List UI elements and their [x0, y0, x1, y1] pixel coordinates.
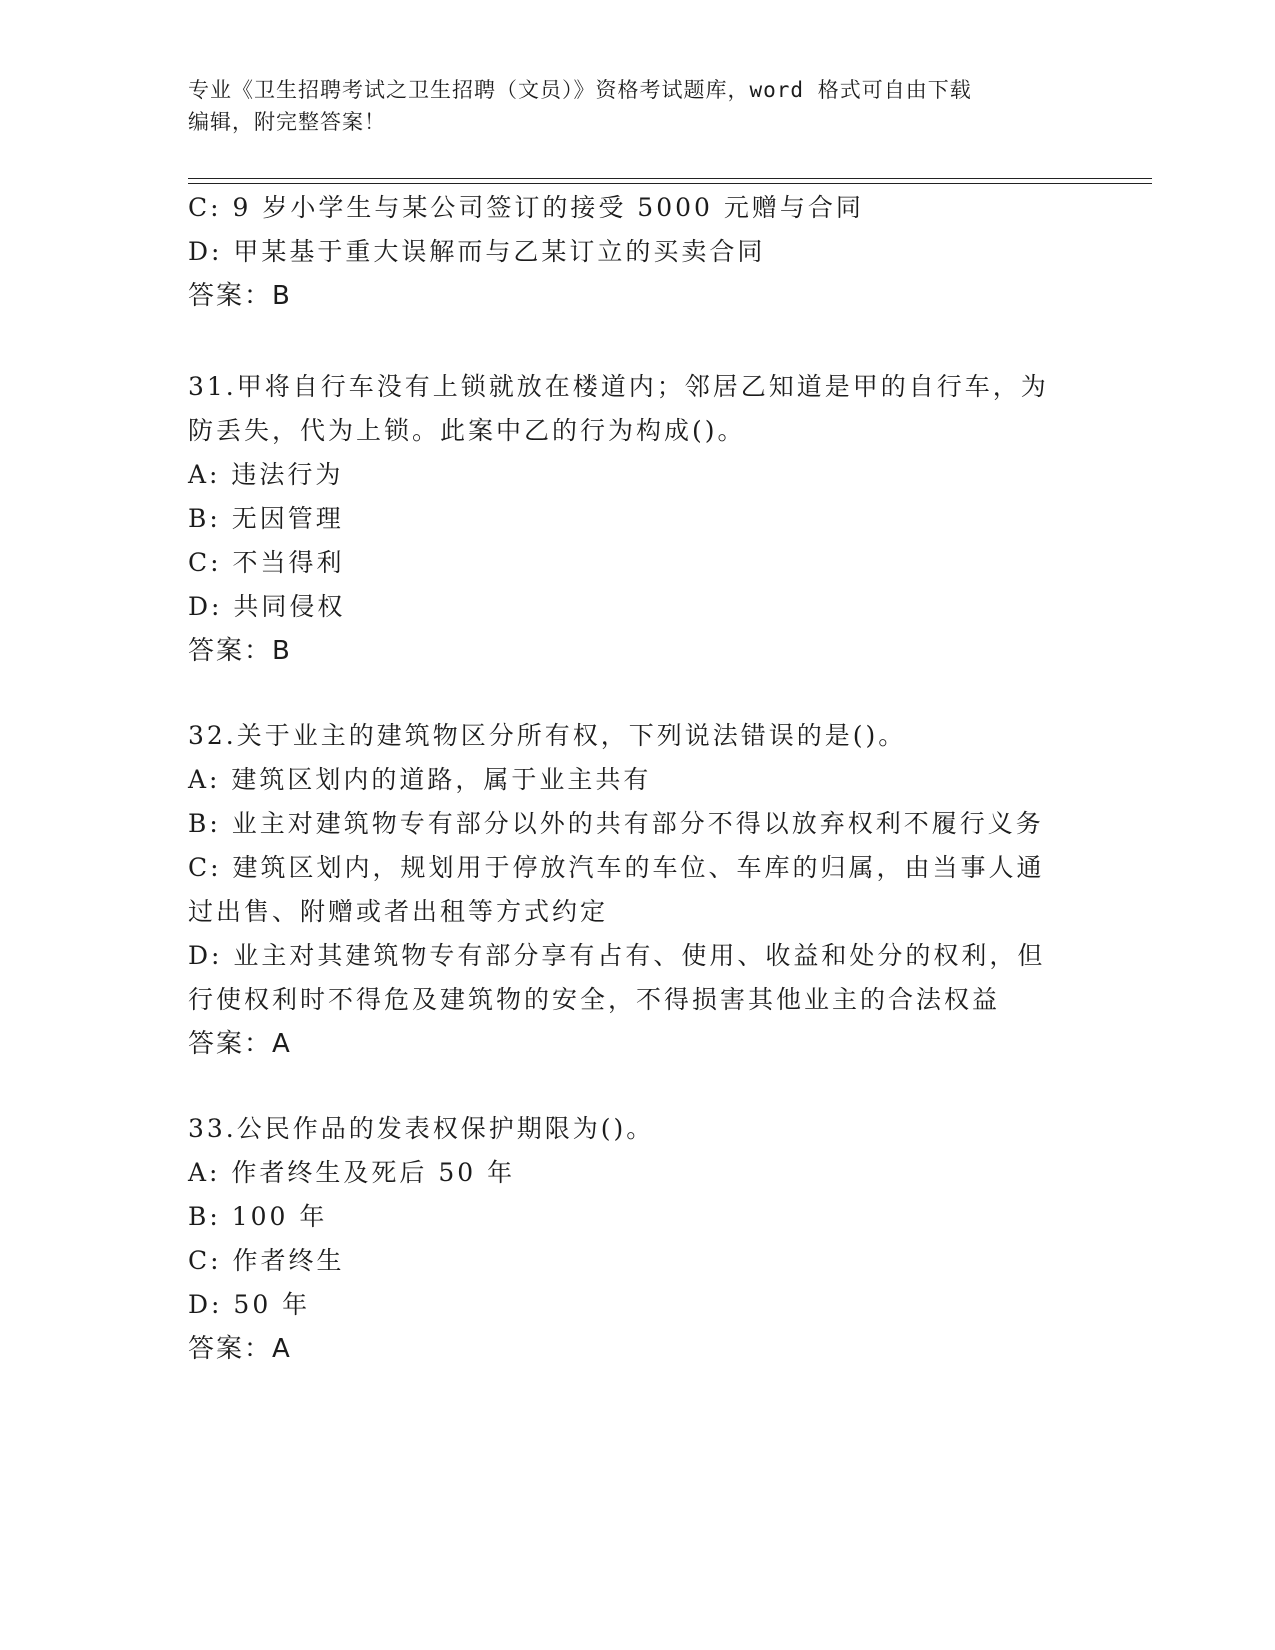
question-32-stem: 32.关于业主的建筑物区分所有权，下列说法错误的是()。: [188, 721, 907, 750]
question-31-option-c: C: 不当得利: [188, 548, 345, 577]
question-32-option-a: A: 建筑区划内的道路，属于业主共有: [188, 765, 652, 794]
question-31-stem-line-2: 防丢失，代为上锁。此案中乙的行为构成()。: [188, 416, 746, 445]
question-33-option-a: A: 作者终生及死后 50 年: [188, 1158, 516, 1187]
question-33-stem: 33.公民作品的发表权保护期限为()。: [188, 1114, 655, 1143]
page-header: [188, 74, 1068, 138]
question-33-option-d: D: 50 年: [188, 1290, 311, 1319]
prev-option-d: D: 甲某基于重大误解而与乙某订立的买卖合同: [188, 237, 766, 266]
header-line-2: 编辑，附完整答案！: [188, 110, 386, 134]
question-33-answer: 答案：A: [188, 1334, 292, 1364]
question-32-option-c-line-2: 过出售、附赠或者出租等方式约定: [188, 897, 609, 926]
question-31-option-a: A: 违法行为: [188, 460, 344, 489]
header-rule-bottom: [188, 183, 1152, 184]
header-line-1: 专业《卫生招聘考试之卫生招聘（文员）》资格考试题库，word 格式可自由下载: [188, 78, 972, 102]
header-rule-top: [188, 178, 1152, 179]
question-32-option-d-line-2: 行使权利时不得危及建筑物的安全，不得损害其他业主的合法权益: [188, 985, 1001, 1014]
question-33-option-c: C: 作者终生: [188, 1246, 345, 1275]
question-32-option-b: B: 业主对建筑物专有部分以外的共有部分不得以放弃权利不履行义务: [188, 809, 1044, 838]
question-33-option-b: B: 100 年: [188, 1202, 328, 1231]
question-31-option-b: B: 无因管理: [188, 504, 344, 533]
question-32-answer: 答案：A: [188, 1029, 292, 1059]
prev-answer: 答案：B: [188, 281, 292, 311]
question-32-option-d-line-1: D: 业主对其建筑物专有部分享有占有、使用、收益和处分的权利，但: [188, 941, 1046, 970]
question-32-option-c-line-1: C: 建筑区划内，规划用于停放汽车的车位、车库的归属，由当事人通: [188, 853, 1045, 882]
question-31-option-d: D: 共同侵权: [188, 592, 346, 621]
question-31-answer: 答案：B: [188, 636, 292, 666]
question-31-stem-line-1: 31.甲将自行车没有上锁就放在楼道内；邻居乙知道是甲的自行车，为: [188, 372, 1049, 401]
prev-option-c: C: 9 岁小学生与某公司签订的接受 5000 元赠与合同: [188, 193, 864, 222]
